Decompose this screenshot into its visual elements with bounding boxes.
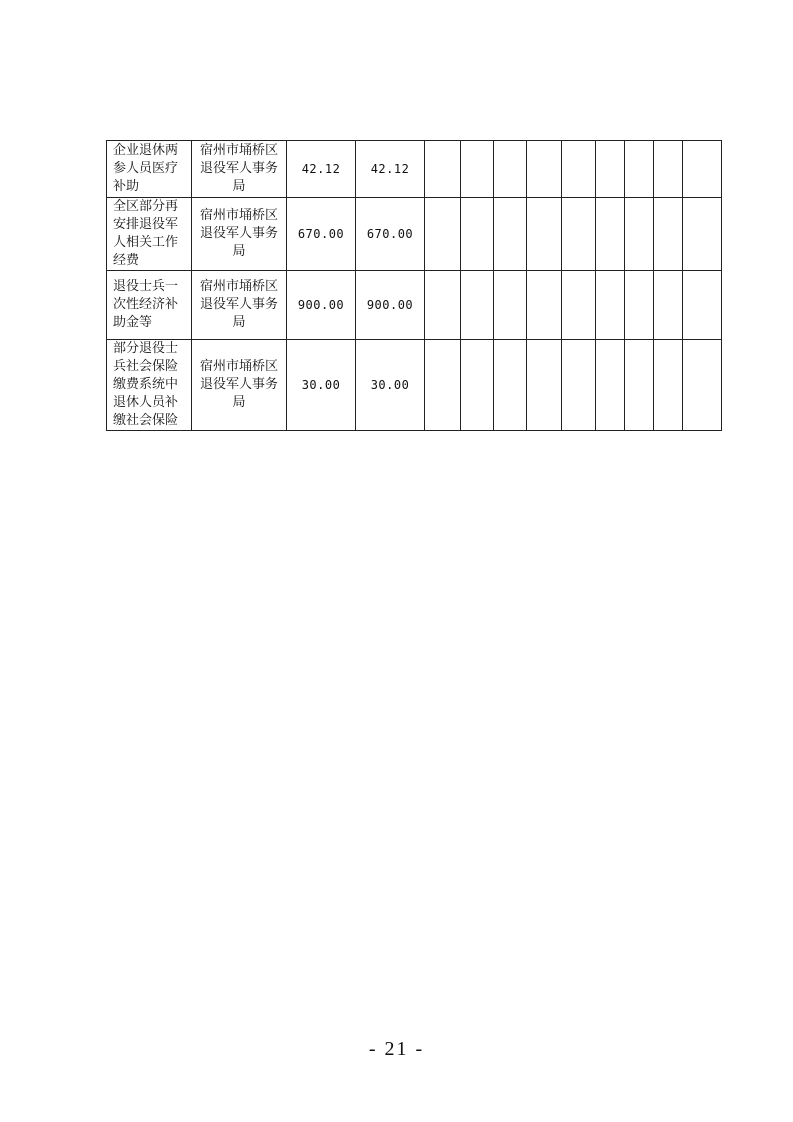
empty-cell xyxy=(596,340,625,431)
empty-cell xyxy=(425,271,461,340)
table-row xyxy=(107,271,722,340)
budget-table xyxy=(106,140,722,431)
empty-cell xyxy=(654,198,683,271)
empty-cell xyxy=(654,141,683,198)
empty-cell xyxy=(683,271,722,340)
empty-cell xyxy=(494,271,527,340)
empty-cell xyxy=(527,198,562,271)
department-cell: 宿州市埇桥区退役军人事务局 xyxy=(192,271,287,340)
amount-cell: 30.00 xyxy=(287,340,356,431)
empty-cell xyxy=(461,141,494,198)
item-name-cell: 全区部分再安排退役军人相关工作经费 xyxy=(107,198,192,271)
table-row xyxy=(107,198,722,271)
empty-cell xyxy=(461,340,494,431)
empty-cell xyxy=(596,198,625,271)
empty-cell xyxy=(494,198,527,271)
empty-cell xyxy=(425,141,461,198)
empty-cell xyxy=(527,340,562,431)
page-number: - 21 - xyxy=(368,1038,425,1060)
table-row xyxy=(107,141,722,198)
department-cell: 宿州市埇桥区退役军人事务局 xyxy=(192,198,287,271)
amount-cell: 900.00 xyxy=(356,271,425,340)
empty-cell xyxy=(562,198,596,271)
empty-cell xyxy=(425,198,461,271)
empty-cell xyxy=(461,271,494,340)
empty-cell xyxy=(683,141,722,198)
empty-cell xyxy=(527,141,562,198)
empty-cell xyxy=(494,340,527,431)
empty-cell xyxy=(562,271,596,340)
amount-cell: 900.00 xyxy=(287,271,356,340)
empty-cell xyxy=(625,198,654,271)
empty-cell xyxy=(683,340,722,431)
department-cell: 宿州市埇桥区退役军人事务局 xyxy=(192,340,287,431)
empty-cell xyxy=(625,271,654,340)
amount-cell: 42.12 xyxy=(356,141,425,198)
empty-cell xyxy=(683,198,722,271)
empty-cell xyxy=(562,141,596,198)
empty-cell xyxy=(596,271,625,340)
empty-cell xyxy=(654,340,683,431)
amount-cell: 42.12 xyxy=(287,141,356,198)
empty-cell xyxy=(625,340,654,431)
empty-cell xyxy=(654,271,683,340)
table-row xyxy=(107,340,722,431)
item-name-cell: 退役士兵一次性经济补助金等 xyxy=(107,271,192,340)
amount-cell: 30.00 xyxy=(356,340,425,431)
empty-cell xyxy=(527,271,562,340)
amount-cell: 670.00 xyxy=(287,198,356,271)
amount-cell: 670.00 xyxy=(356,198,425,271)
item-name-cell: 部分退役士兵社会保险缴费系统中退休人员补缴社会保险 xyxy=(107,340,192,431)
department-cell: 宿州市埇桥区退役军人事务局 xyxy=(192,141,287,198)
empty-cell xyxy=(494,141,527,198)
empty-cell xyxy=(425,340,461,431)
empty-cell xyxy=(562,340,596,431)
empty-cell xyxy=(625,141,654,198)
item-name-cell: 企业退休两参人员医疗补助 xyxy=(107,141,192,198)
empty-cell xyxy=(461,198,494,271)
empty-cell xyxy=(596,141,625,198)
